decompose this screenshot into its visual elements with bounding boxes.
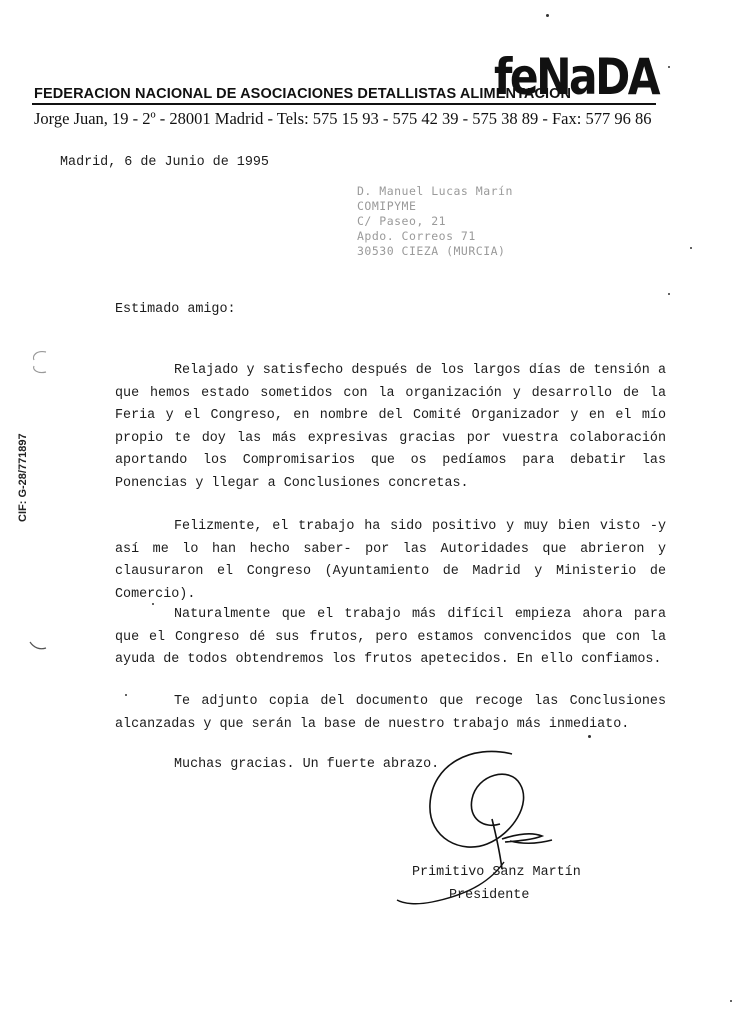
body-paragraph: Te adjunto copia del documento que recoge las Conclusiones alcanzadas y que serán la base de nuestro trabajo más inmediato. — [115, 694, 666, 732]
binder-mark — [28, 348, 48, 376]
letter-date: Madrid, 6 de Junio de 1995 — [60, 155, 269, 170]
handwritten-signature — [392, 744, 572, 912]
scan-speck — [588, 735, 591, 738]
scan-speck — [668, 293, 670, 295]
letterhead-address: Jorge Juan, 19 - 2º - 28001 Madrid - Tels: 575 15 93 - 575 42 39 - 575 38 89 - Fax: 577 96 86 — [34, 109, 652, 128]
organization-name: FEDERACION NACIONAL DE ASOCIACIONES DETALLISTAS ALIMENTACION — [34, 86, 572, 102]
fenada-logo — [492, 44, 662, 106]
salutation: Estimado amigo: — [115, 302, 236, 317]
scan-speck — [668, 66, 670, 68]
recipient-line: Apdo. Correos 71 — [357, 229, 476, 243]
recipient-line: COMIPYME — [357, 199, 417, 213]
recipient-line: D. Manuel Lucas Marín — [357, 184, 513, 198]
header-rule — [32, 103, 656, 105]
body-paragraph: Felizmente, el trabajo ha sido positivo y muy bien visto -y así me lo han hecho saber- por las Autoridades que abrieron y clausuraron el Congreso (Ayuntamiento de Madrid y Ministerio de Comercio). — [115, 519, 666, 602]
scan-speck — [690, 247, 692, 249]
scan-speck — [546, 14, 549, 17]
recipient-line: 30530 CIEZA (MURCIA) — [357, 244, 506, 258]
closing-line: Muchas gracias. Un fuerte abrazo. — [174, 757, 440, 772]
body-paragraph: Relajado y satisfecho después de los largos días de tensión a que hemos estado sometidos con la organización y desarrollo de la Feria y el Congreso, en nombre del Comité Organizador y en el mío propio te doy las más expresivas gracias por vuestra colaboración aportando los Compromisarios que os pedíamos para debatir las Ponencias y llegar a Conclusiones concretas. — [115, 363, 666, 491]
scan-speck — [152, 603, 154, 605]
recipient-line: C/ Paseo, 21 — [357, 214, 447, 228]
cif-number: CIF: G-28/771897 — [17, 433, 29, 522]
body-paragraph: Naturalmente que el trabajo más difícil empieza ahora para que el Congreso dé sus frutos, pero estamos convencidos que con la ayuda de todos obtendremos los frutos apetecidos. En ello confiamos. — [115, 607, 666, 668]
signer-name: Primitivo Sanz Martín — [412, 865, 581, 880]
recipient-stamp — [357, 184, 597, 259]
svg-text:feNaDA: feNaDA — [494, 48, 661, 106]
scan-speck — [125, 694, 127, 696]
scan-speck — [730, 1000, 732, 1002]
binder-mark — [28, 636, 48, 656]
signer-title: Presidente — [449, 888, 530, 903]
